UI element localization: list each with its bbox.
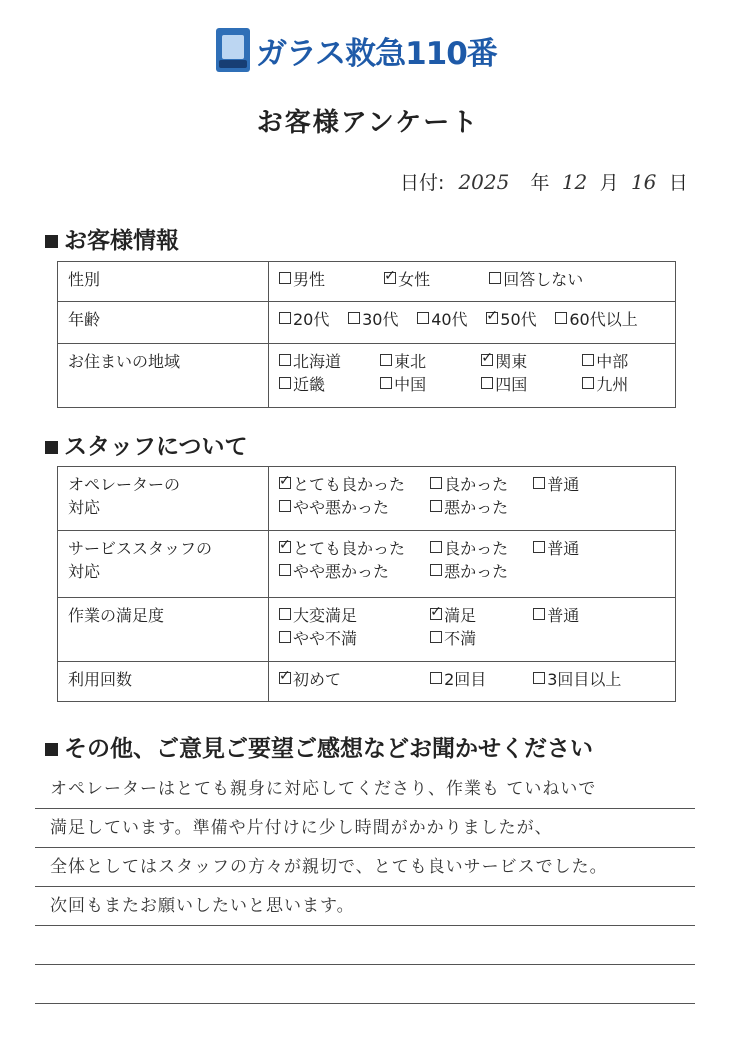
- checkbox-checked[interactable]: [384, 272, 396, 284]
- staff-table: [57, 466, 676, 702]
- checkbox[interactable]: [430, 672, 442, 684]
- option-60s-plus[interactable]: 60代以上: [555, 308, 637, 331]
- date-year-value: 2025: [458, 170, 510, 194]
- options-cell: [269, 598, 676, 662]
- option-hokkaido[interactable]: 北海道: [279, 350, 375, 373]
- table-row: [58, 531, 676, 598]
- checkbox[interactable]: [279, 354, 291, 366]
- comment-line: 全体としてはスタッフの方々が親切で、とても良いサービスでした。: [35, 848, 695, 887]
- checkbox[interactable]: [279, 377, 291, 389]
- option-kyushu[interactable]: 九州: [582, 373, 628, 396]
- options-cell: [269, 467, 676, 531]
- checkbox[interactable]: [489, 272, 501, 284]
- option-first-time[interactable]: ✓ 初めて: [279, 668, 425, 691]
- square-bullet-icon: [45, 235, 58, 248]
- table-row: [58, 302, 676, 344]
- checkbox-checked[interactable]: [430, 608, 442, 620]
- option-very-satisfied[interactable]: 大変満足: [279, 604, 425, 627]
- section-heading-staff: スタッフについて: [45, 428, 248, 461]
- date-line: [400, 168, 688, 195]
- option-third-time-plus[interactable]: 3回目以上: [533, 668, 621, 691]
- comment-line: [35, 965, 695, 1004]
- row-label: サービススタッフの 対応: [58, 531, 269, 598]
- options-cell: [269, 531, 676, 598]
- option-average[interactable]: 普通: [533, 537, 579, 560]
- date-day-value: 16: [630, 170, 657, 194]
- checkbox[interactable]: [380, 377, 392, 389]
- checkbox[interactable]: [279, 312, 291, 324]
- table-row: [58, 598, 676, 662]
- customer-info-table: [57, 261, 676, 408]
- date-day-unit: 日: [668, 172, 688, 194]
- comment-line: 次回もまたお願いしたいと思います。: [35, 887, 695, 926]
- option-male[interactable]: 男性: [279, 268, 379, 291]
- options-cell: [269, 662, 676, 702]
- date-label: 日付:: [400, 172, 445, 194]
- table-row: [58, 344, 676, 408]
- checkbox[interactable]: [533, 672, 545, 684]
- comment-line: [35, 926, 695, 965]
- option-chugoku[interactable]: 中国: [380, 373, 476, 396]
- date-month-unit: 月: [599, 172, 619, 194]
- checkbox[interactable]: [555, 312, 567, 324]
- checkbox[interactable]: [279, 272, 291, 284]
- comment-line: 満足しています。準備や片付けに少し時間がかかりましたが、: [35, 809, 695, 848]
- options-cell: [269, 344, 676, 408]
- table-row: [58, 262, 676, 302]
- checkbox[interactable]: [533, 541, 545, 553]
- date-month-value: 12: [561, 170, 588, 194]
- logo-mark-icon: [216, 28, 250, 72]
- square-bullet-icon: [45, 441, 58, 454]
- option-shikoku[interactable]: 四国: [481, 373, 577, 396]
- row-label: 利用回数: [58, 662, 269, 702]
- checkbox[interactable]: [417, 312, 429, 324]
- option-chubu[interactable]: 中部: [582, 350, 628, 373]
- option-kanto[interactable]: ✓ 関東: [481, 350, 577, 373]
- option-good[interactable]: 良かった: [430, 537, 528, 560]
- option-second-time[interactable]: 2回目: [430, 668, 528, 691]
- row-label: お住まいの地域: [58, 344, 269, 408]
- checkbox[interactable]: [430, 631, 442, 643]
- comment-line: オペレーターはとても親身に対応してくださり、作業も ていねいで: [35, 770, 695, 809]
- date-year-unit: 年: [530, 172, 550, 194]
- options-cell: [269, 262, 676, 302]
- logo-text: ガラス救急110番: [256, 35, 497, 72]
- checkbox[interactable]: [430, 541, 442, 553]
- checkbox-checked[interactable]: [279, 477, 291, 489]
- option-female[interactable]: ✓ 女性: [384, 268, 484, 291]
- checkbox-checked[interactable]: [279, 672, 291, 684]
- checkbox[interactable]: [430, 564, 442, 576]
- option-50s[interactable]: ✓ 50代: [486, 308, 550, 331]
- option-average[interactable]: 普通: [533, 473, 579, 496]
- section-heading-comments: その他、ご意見ご要望ご感想などお聞かせください: [45, 730, 593, 763]
- checkbox[interactable]: [533, 477, 545, 489]
- option-bad[interactable]: 悪かった: [430, 560, 508, 583]
- option-tohoku[interactable]: 東北: [380, 350, 476, 373]
- option-somewhat-bad[interactable]: やや悪かった: [279, 496, 425, 519]
- table-row: [58, 467, 676, 531]
- checkbox[interactable]: [279, 564, 291, 576]
- checkbox[interactable]: [279, 608, 291, 620]
- checkbox[interactable]: [582, 377, 594, 389]
- checkbox[interactable]: [533, 608, 545, 620]
- option-bad[interactable]: 悪かった: [430, 496, 508, 519]
- options-cell: [269, 302, 676, 344]
- row-label: 年齢: [58, 302, 269, 344]
- checkbox-checked[interactable]: [279, 541, 291, 553]
- option-40s[interactable]: 40代: [417, 308, 481, 331]
- checkbox[interactable]: [481, 377, 493, 389]
- row-label: 性別: [58, 262, 269, 302]
- square-bullet-icon: [45, 743, 58, 756]
- option-average[interactable]: 普通: [533, 604, 579, 627]
- option-dissatisfied[interactable]: 不満: [430, 627, 476, 650]
- option-somewhat-bad[interactable]: やや悪かった: [279, 560, 425, 583]
- checkbox[interactable]: [348, 312, 360, 324]
- option-kinki[interactable]: 近畿: [279, 373, 375, 396]
- checkbox[interactable]: [380, 354, 392, 366]
- company-logo: [216, 26, 497, 74]
- row-label: 作業の満足度: [58, 598, 269, 662]
- table-row: [58, 662, 676, 702]
- checkbox[interactable]: [279, 500, 291, 512]
- option-good[interactable]: 良かった: [430, 473, 528, 496]
- option-very-good[interactable]: ✓とても良かった: [279, 537, 425, 560]
- option-somewhat-dissatisfied[interactable]: やや不満: [279, 627, 425, 650]
- page-title: お客様アンケート: [256, 108, 480, 138]
- option-no-answer[interactable]: 回答しない: [489, 268, 583, 291]
- checkbox[interactable]: [582, 354, 594, 366]
- checkbox-checked[interactable]: [486, 312, 498, 324]
- checkbox[interactable]: [279, 631, 291, 643]
- option-30s[interactable]: 30代: [348, 308, 412, 331]
- option-20s[interactable]: 20代: [279, 308, 343, 331]
- checkbox[interactable]: [430, 500, 442, 512]
- checkbox-checked[interactable]: [481, 354, 493, 366]
- comment-area[interactable]: [35, 770, 695, 1004]
- checkbox[interactable]: [430, 477, 442, 489]
- row-label: オペレーターの 対応: [58, 467, 269, 531]
- section-heading-customer-info: お客様情報: [45, 222, 179, 255]
- option-very-good[interactable]: ✓とても良かった: [279, 473, 425, 496]
- option-satisfied[interactable]: ✓ 満足: [430, 604, 528, 627]
